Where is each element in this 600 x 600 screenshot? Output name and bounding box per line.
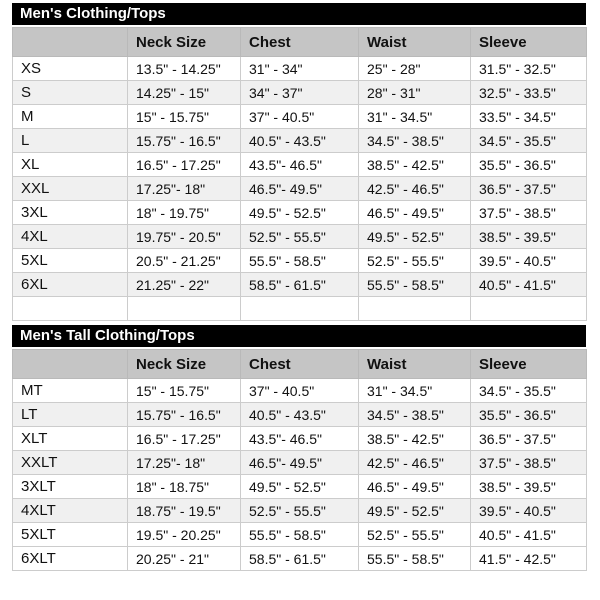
- measurement-cell: 15.75" - 16.5": [128, 129, 241, 153]
- measurement-cell: 15" - 15.75": [128, 105, 241, 129]
- size-label-cell: 4XLT: [13, 499, 128, 523]
- column-header-chest: Chest: [241, 28, 359, 57]
- measurement-cell: 49.5" - 52.5": [241, 475, 359, 499]
- table-title-mens-clothing-tops: Men's Clothing/Tops: [12, 3, 586, 25]
- size-row-3xlt: [13, 475, 587, 499]
- size-row-3xl: [13, 201, 587, 225]
- measurement-cell: 40.5" - 41.5": [471, 273, 587, 297]
- size-label-cell: S: [13, 81, 128, 105]
- size-label-cell: 4XL: [13, 225, 128, 249]
- measurement-cell: 31.5" - 32.5": [471, 57, 587, 81]
- measurement-cell: 17.25"- 18": [128, 177, 241, 201]
- measurement-cell: 42.5" - 46.5": [359, 177, 471, 201]
- measurement-cell: [128, 297, 241, 321]
- measurement-cell: 38.5" - 42.5": [359, 153, 471, 177]
- column-header-waist: Waist: [359, 28, 471, 57]
- measurement-cell: 49.5" - 52.5": [241, 201, 359, 225]
- measurement-cell: 18" - 18.75": [128, 475, 241, 499]
- size-label-cell: XXLT: [13, 451, 128, 475]
- measurement-cell: 18" - 19.75": [128, 201, 241, 225]
- size-row-6xl: [13, 273, 587, 297]
- measurement-cell: 15" - 15.75": [128, 379, 241, 403]
- size-label-cell: 3XL: [13, 201, 128, 225]
- measurement-cell: 20.25" - 21": [128, 547, 241, 571]
- measurement-cell: 19.5" - 20.25": [128, 523, 241, 547]
- column-header-row: [13, 28, 587, 57]
- measurement-cell: 34.5" - 38.5": [359, 403, 471, 427]
- measurement-cell: 33.5" - 34.5": [471, 105, 587, 129]
- measurement-cell: 36.5" - 37.5": [471, 427, 587, 451]
- measurement-cell: [471, 297, 587, 321]
- column-header-row: [13, 350, 587, 379]
- measurement-cell: 46.5" - 49.5": [359, 201, 471, 225]
- measurement-cell: 34" - 37": [241, 81, 359, 105]
- measurement-cell: 52.5" - 55.5": [359, 249, 471, 273]
- column-header-sleeve: Sleeve: [471, 28, 587, 57]
- column-header-chest: Chest: [241, 350, 359, 379]
- measurement-cell: 37.5" - 38.5": [471, 451, 587, 475]
- measurement-cell: 21.25" - 22": [128, 273, 241, 297]
- size-label-cell: 6XLT: [13, 547, 128, 571]
- measurement-cell: 14.25" - 15": [128, 81, 241, 105]
- size-label-cell: 6XL: [13, 273, 128, 297]
- measurement-cell: 43.5"- 46.5": [241, 427, 359, 451]
- column-header-size: [13, 28, 128, 57]
- measurement-cell: 38.5" - 39.5": [471, 475, 587, 499]
- measurement-cell: 43.5"- 46.5": [241, 153, 359, 177]
- size-row-xs: [13, 57, 587, 81]
- measurement-cell: 49.5" - 52.5": [359, 499, 471, 523]
- measurement-cell: 37" - 40.5": [241, 105, 359, 129]
- measurement-cell: 52.5" - 55.5": [359, 523, 471, 547]
- measurement-cell: 55.5" - 58.5": [359, 273, 471, 297]
- measurement-cell: 13.5" - 14.25": [128, 57, 241, 81]
- measurement-cell: 55.5" - 58.5": [241, 523, 359, 547]
- size-label-cell: M: [13, 105, 128, 129]
- size-row-s: [13, 81, 587, 105]
- column-header-size: [13, 350, 128, 379]
- measurement-cell: 37" - 40.5": [241, 379, 359, 403]
- measurement-cell: 52.5" - 55.5": [241, 499, 359, 523]
- table-title-mens-tall-clothing-tops: Men's Tall Clothing/Tops: [12, 325, 586, 347]
- column-header-waist: Waist: [359, 350, 471, 379]
- measurement-cell: 31" - 34": [241, 57, 359, 81]
- mens-tall-clothing-tops-section: [12, 325, 586, 571]
- size-row-xl: [13, 153, 587, 177]
- measurement-cell: 20.5" - 21.25": [128, 249, 241, 273]
- size-row-4xlt: [13, 499, 587, 523]
- measurement-cell: 34.5" - 38.5": [359, 129, 471, 153]
- size-label-cell: 3XLT: [13, 475, 128, 499]
- measurement-cell: 16.5" - 17.25": [128, 153, 241, 177]
- measurement-cell: 15.75" - 16.5": [128, 403, 241, 427]
- size-row-m: [13, 105, 587, 129]
- measurement-cell: 42.5" - 46.5": [359, 451, 471, 475]
- size-label-cell: 5XLT: [13, 523, 128, 547]
- measurement-cell: 25" - 28": [359, 57, 471, 81]
- measurement-cell: 40.5" - 43.5": [241, 403, 359, 427]
- measurement-cell: 58.5" - 61.5": [241, 547, 359, 571]
- empty-row: [13, 297, 587, 321]
- size-row-6xlt: [13, 547, 587, 571]
- measurement-cell: 55.5" - 58.5": [241, 249, 359, 273]
- size-label-cell: LT: [13, 403, 128, 427]
- size-row-5xl: [13, 249, 587, 273]
- mens-tall-clothing-tops-table: [12, 349, 587, 571]
- size-row-l: [13, 129, 587, 153]
- size-label-cell: L: [13, 129, 128, 153]
- measurement-cell: 40.5" - 41.5": [471, 523, 587, 547]
- measurement-cell: 46.5" - 49.5": [359, 475, 471, 499]
- measurement-cell: 35.5" - 36.5": [471, 403, 587, 427]
- measurement-cell: 40.5" - 43.5": [241, 129, 359, 153]
- size-row-xxlt: [13, 451, 587, 475]
- measurement-cell: 16.5" - 17.25": [128, 427, 241, 451]
- column-header-neck-size: Neck Size: [128, 28, 241, 57]
- measurement-cell: 39.5" - 40.5": [471, 249, 587, 273]
- size-label-cell: XLT: [13, 427, 128, 451]
- size-row-xlt: [13, 427, 587, 451]
- measurement-cell: 17.25"- 18": [128, 451, 241, 475]
- measurement-cell: 38.5" - 42.5": [359, 427, 471, 451]
- measurement-cell: 34.5" - 35.5": [471, 129, 587, 153]
- measurement-cell: 18.75" - 19.5": [128, 499, 241, 523]
- size-row-xxl: [13, 177, 587, 201]
- size-row-5xlt: [13, 523, 587, 547]
- measurement-cell: 46.5"- 49.5": [241, 177, 359, 201]
- measurement-cell: [359, 297, 471, 321]
- measurement-cell: 52.5" - 55.5": [241, 225, 359, 249]
- size-label-cell: [13, 297, 128, 321]
- measurement-cell: 49.5" - 52.5": [359, 225, 471, 249]
- measurement-cell: 31" - 34.5": [359, 379, 471, 403]
- size-label-cell: MT: [13, 379, 128, 403]
- size-label-cell: XL: [13, 153, 128, 177]
- measurement-cell: 28" - 31": [359, 81, 471, 105]
- measurement-cell: 32.5" - 33.5": [471, 81, 587, 105]
- measurement-cell: 39.5" - 40.5": [471, 499, 587, 523]
- size-label-cell: XXL: [13, 177, 128, 201]
- measurement-cell: 35.5" - 36.5": [471, 153, 587, 177]
- measurement-cell: 37.5" - 38.5": [471, 201, 587, 225]
- measurement-cell: 38.5" - 39.5": [471, 225, 587, 249]
- size-label-cell: 5XL: [13, 249, 128, 273]
- measurement-cell: 34.5" - 35.5": [471, 379, 587, 403]
- mens-clothing-tops-table: [12, 27, 587, 321]
- column-header-sleeve: Sleeve: [471, 350, 587, 379]
- measurement-cell: 55.5" - 58.5": [359, 547, 471, 571]
- size-label-cell: XS: [13, 57, 128, 81]
- column-header-neck-size: Neck Size: [128, 350, 241, 379]
- measurement-cell: 46.5"- 49.5": [241, 451, 359, 475]
- measurement-cell: 58.5" - 61.5": [241, 273, 359, 297]
- measurement-cell: 41.5" - 42.5": [471, 547, 587, 571]
- measurement-cell: [241, 297, 359, 321]
- size-row-mt: [13, 379, 587, 403]
- size-row-lt: [13, 403, 587, 427]
- size-row-4xl: [13, 225, 587, 249]
- measurement-cell: 36.5" - 37.5": [471, 177, 587, 201]
- measurement-cell: 31" - 34.5": [359, 105, 471, 129]
- measurement-cell: 19.75" - 20.5": [128, 225, 241, 249]
- mens-clothing-tops-section: [12, 3, 586, 321]
